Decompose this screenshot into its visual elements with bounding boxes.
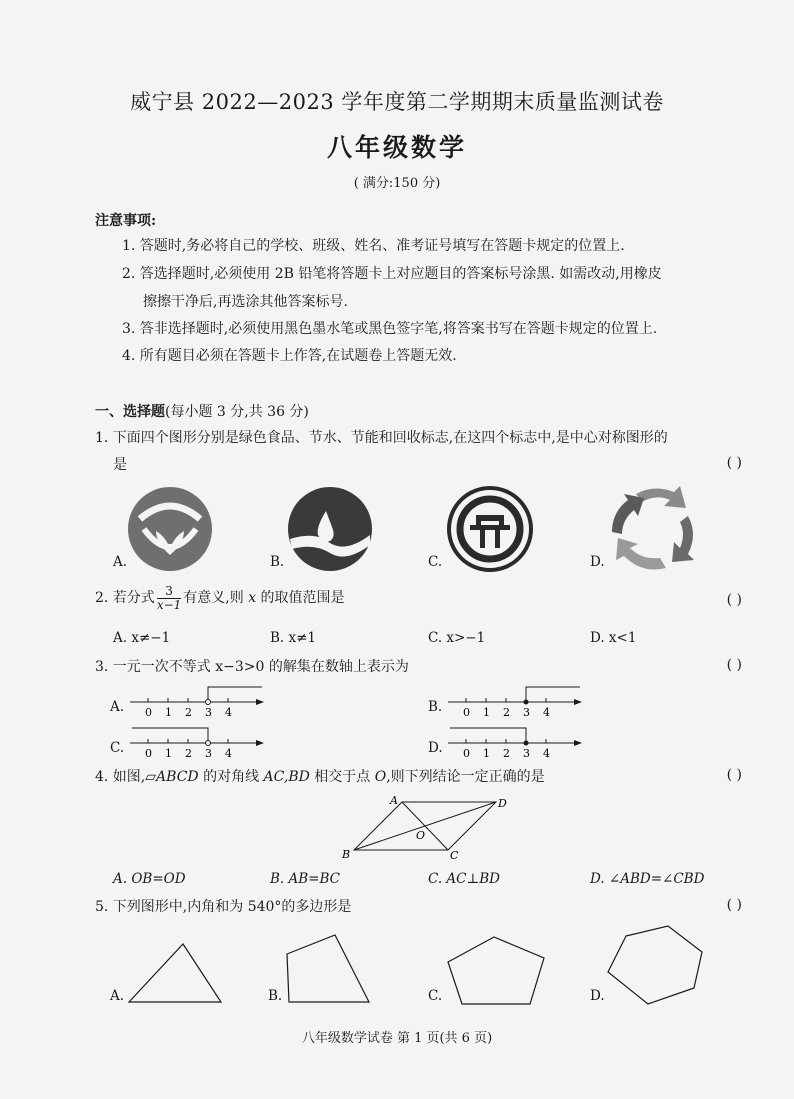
q1-option-b-label: B. <box>270 554 285 570</box>
q5-hexagon-shape <box>604 922 706 1008</box>
q4-option-c: C. AC⊥BD <box>428 871 500 887</box>
note-item: 3. 答非选择题时,必须使用黑色墨水笔或黑色签字笔,将答案书写在答题卡规定的位置上. <box>122 321 658 337</box>
question-4-text <box>95 767 545 787</box>
tick-label: 0 <box>463 747 470 760</box>
q3-number-line-c <box>128 725 268 761</box>
q5-pentagon-shape <box>444 934 548 1006</box>
q4-prefix: 4. 如图, <box>95 769 146 785</box>
q2-frac-num: 3 <box>157 585 181 599</box>
answer-blank-2: ( ) <box>726 592 742 608</box>
tick-label: 0 <box>145 706 152 719</box>
q3-option-c-label: C. <box>110 740 125 756</box>
q2-option-d: D. x<1 <box>590 630 637 646</box>
vertex-b-label: B <box>342 848 351 861</box>
note-item: 2. 答选择题时,必须使用 2B 铅笔将答题卡上对应题目的答案标号涂黑. 如需改动,用橡皮 <box>122 266 662 282</box>
q4-point: O <box>374 769 387 785</box>
q5-triangle-shape <box>125 940 225 1006</box>
q5-option-c-label: C. <box>428 988 443 1004</box>
question-2-text <box>95 584 345 612</box>
q4-middle2: 相交于点 <box>309 769 375 785</box>
tick-label: 4 <box>543 747 550 760</box>
tick-label: 2 <box>185 747 192 760</box>
section-desc: (每小题 3 分,共 36 分) <box>165 404 309 420</box>
q2-option-b: B. x≠1 <box>270 630 317 646</box>
note-item: 1. 答题时,务必将自己的学校、班级、姓名、准考证号填写在答题卡规定的位置上. <box>122 238 625 254</box>
q3-number-line-a <box>128 684 268 720</box>
water-saving-logo-icon <box>286 485 374 573</box>
q2-fraction <box>157 585 181 612</box>
answer-blank-3: ( ) <box>726 657 742 673</box>
tick-label: 3 <box>523 706 530 719</box>
question-1-text: 1. 下面四个图形分别是绿色食品、节水、节能和回收标志,在这四个标志中,是中心对称图形的 <box>95 430 668 446</box>
q3-option-a-label: A. <box>110 699 125 715</box>
notes-heading: 注意事项: <box>95 213 157 229</box>
q4-option-d: D. ∠ABD=∠CBD <box>590 871 705 887</box>
q4-diagonals: AC,BD <box>263 769 310 785</box>
q4-middle: 的对角线 <box>198 769 264 785</box>
page-footer: 八年级数学试卷 第 1 页(共 6 页) <box>301 1031 493 1046</box>
answer-blank-5: ( ) <box>726 897 742 913</box>
q2-var: x <box>248 590 257 606</box>
recycle-logo-icon <box>606 482 702 574</box>
exam-title: 威宁县 2022—2023 学年度第二学期期末质量监测试卷 <box>130 90 664 114</box>
tick-label: 3 <box>205 706 212 719</box>
tick-label: 1 <box>165 706 172 719</box>
answer-blank-1: ( ) <box>726 455 742 471</box>
question-1-text-cont: 是 <box>113 457 127 473</box>
tick-label: 4 <box>225 706 232 719</box>
q3-option-d-label: D. <box>428 740 443 756</box>
tick-label: 1 <box>483 747 490 760</box>
tick-label: 0 <box>145 747 152 760</box>
note-item: 4. 所有题目必须在答题卡上作答,在试题卷上答题无效. <box>122 348 457 364</box>
center-o-label: O <box>416 829 426 842</box>
question-3-text: 3. 一元一次不等式 x−3>0 的解集在数轴上表示为 <box>95 659 409 675</box>
q1-option-d-label: D. <box>590 554 605 570</box>
vertex-a-label: A <box>390 794 398 807</box>
question-5-text: 5. 下列图形中,内角和为 540°的多边形是 <box>95 899 352 915</box>
q2-suffix-a: 有意义,则 <box>183 590 244 606</box>
full-score: ( 满分:150 分) <box>353 176 441 191</box>
q4-parallelogram-figure <box>340 792 520 862</box>
q5-option-b-label: B. <box>268 988 283 1004</box>
q2-suffix-b: 的取值范围是 <box>260 590 345 606</box>
tick-label: 2 <box>185 706 192 719</box>
q3-number-line-d <box>446 725 586 761</box>
vertex-d-label: D <box>498 797 507 810</box>
q2-option-a: A. x≠−1 <box>113 630 171 646</box>
tick-label: 0 <box>463 706 470 719</box>
q3-option-b-label: B. <box>428 699 443 715</box>
q1-option-a-label: A. <box>113 554 128 570</box>
tick-label: 1 <box>483 706 490 719</box>
q5-option-d-label: D. <box>590 988 605 1004</box>
q2-option-c: C. x>−1 <box>428 630 486 646</box>
answer-blank-4: ( ) <box>726 767 742 783</box>
q5-option-a-label: A. <box>110 988 125 1004</box>
q5-quadrilateral-shape <box>283 932 373 1006</box>
section-heading <box>95 401 309 421</box>
tick-label: 4 <box>543 706 550 719</box>
tick-label: 4 <box>225 747 232 760</box>
tick-label: 2 <box>503 747 510 760</box>
tick-label: 1 <box>165 747 172 760</box>
q4-parallelogram: ▱ABCD <box>145 769 199 785</box>
q2-prefix: 2. 若分式 <box>95 590 155 606</box>
q1-option-c-label: C. <box>428 554 443 570</box>
q4-option-b: B. AB=BC <box>270 871 340 887</box>
tick-label: 3 <box>523 747 530 760</box>
tick-label: 2 <box>503 706 510 719</box>
exam-subject: 八年级数学 <box>326 133 467 162</box>
note-item: 擦擦干净后,再选涂其他答案标号. <box>143 294 348 310</box>
q3-number-line-b <box>446 684 586 720</box>
vertex-c-label: C <box>450 849 459 862</box>
section-label: 一、选择题 <box>95 404 165 420</box>
q2-frac-den: x−1 <box>156 597 182 612</box>
q4-option-a: A. OB=OD <box>113 871 186 887</box>
energy-saving-logo-icon <box>446 485 534 573</box>
tick-label: 3 <box>205 747 212 760</box>
q4-suffix: ,则下列结论一定正确的是 <box>386 769 545 785</box>
green-food-logo-icon <box>126 485 214 573</box>
